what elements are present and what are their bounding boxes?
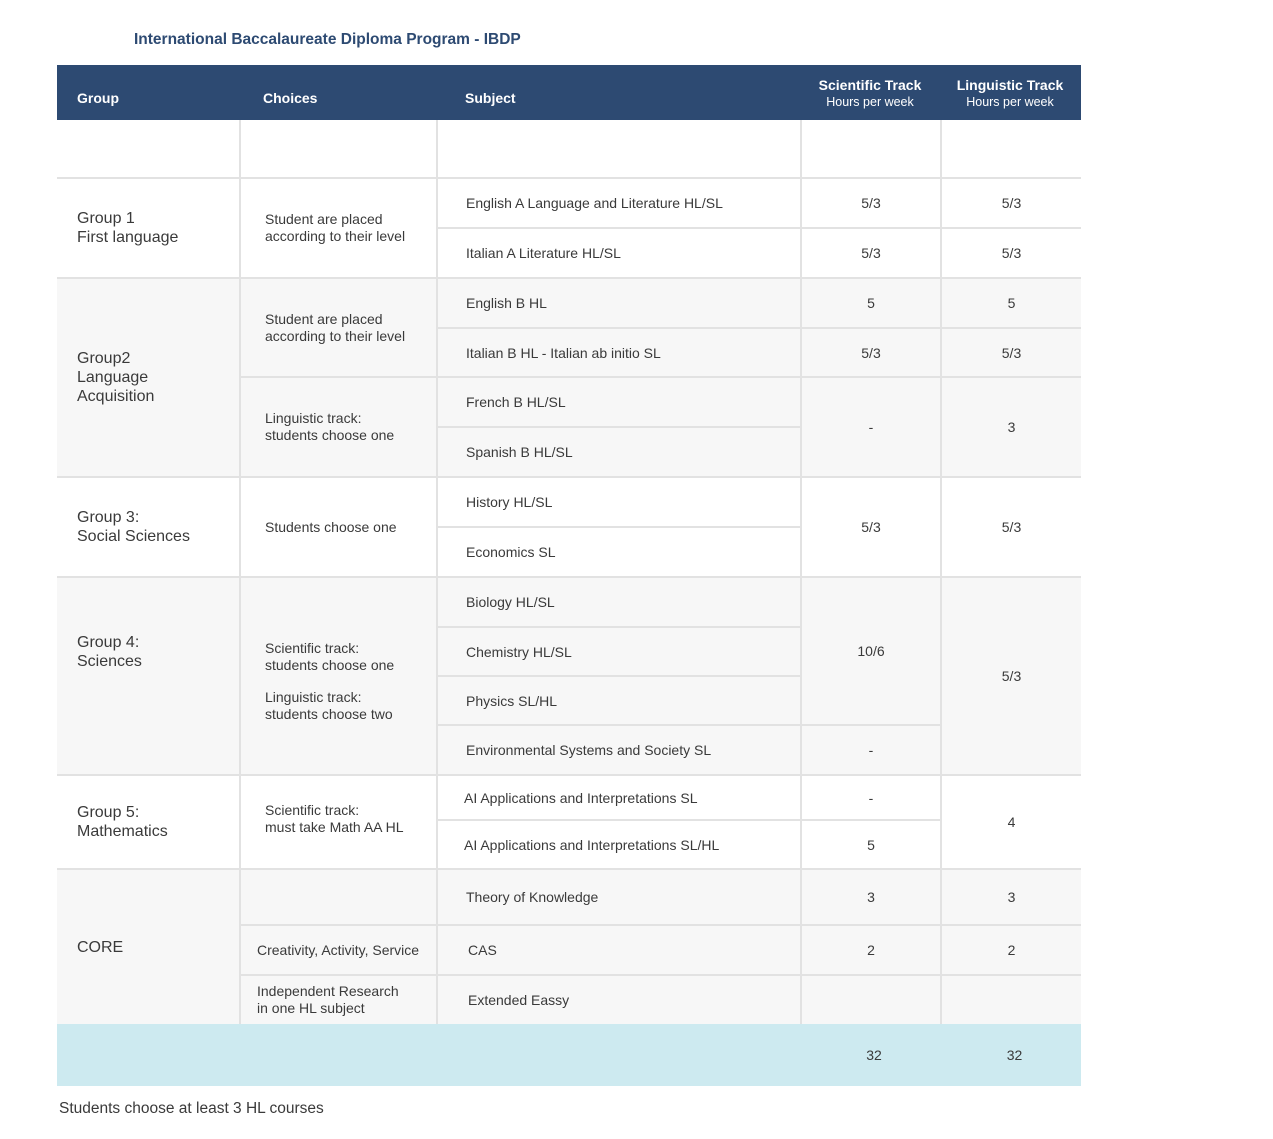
choice-placed-1: Student are placed according to their level [239,177,436,277]
spacer-row-group [57,120,239,177]
hours-italian-b-ling: 5/3 [940,327,1081,376]
hours-italian-b-sci: 5/3 [800,327,940,376]
hours-group-5-ling: 4 [940,774,1081,868]
group-3-label: Group 3: Social Sciences [57,476,239,576]
hours-ee-ling [940,974,1081,1024]
subject-history: History HL/SL [436,476,800,526]
subject-extended-essay: Extended Eassy [436,974,800,1024]
hours-ess-sci: - [800,724,940,774]
header-group: Group [77,90,119,106]
table-header [57,65,1081,120]
spacer-row-subject [436,120,800,177]
subject-french-b: French B HL/SL [436,376,800,426]
subject-physics: Physics SL/HL [436,675,800,724]
hours-ai-sl-hl-sci: 5 [800,819,940,868]
total-scientific: 32 [866,1047,882,1063]
subject-biology: Biology HL/SL [436,576,800,626]
choice-linguistic-one: Linguistic track: students choose one [239,376,436,476]
hours-group-4-ling: 5/3 [940,576,1081,774]
total-linguistic: 32 [1006,1047,1023,1063]
hours-french-spanish-sci: - [800,376,940,476]
header-scientific-track: Scientific Track Hours per week [818,77,922,109]
choice-independent-research: Independent Research in one HL subject [239,974,436,1024]
hours-italian-a-ling: 5/3 [940,227,1081,277]
page-title: International Baccalaureate Diploma Program - IBDP [134,31,521,48]
subject-ess: Environmental Systems and Society SL [436,724,800,774]
spacer-row-sci [800,120,940,177]
core-label: CORE [57,868,239,1024]
choice-cas: Creativity, Activity, Service [239,924,436,974]
subject-italian-a: Italian A Literature HL/SL [436,227,800,277]
spacer-row-ling [940,120,1081,177]
choice-students-one: Students choose one [239,476,436,576]
choice-linguistic-two: Linguistic track: students choose two [265,688,393,722]
hours-group-4-sci: 10/6 [800,576,940,724]
subject-tok: Theory of Knowledge [436,868,800,924]
header-linguistic-track: Linguistic Track Hours per week [956,77,1064,109]
header-subject: Subject [465,90,516,106]
hours-cas-ling: 2 [940,924,1081,974]
choice-tok-empty [239,868,436,924]
group-1-label: Group 1 First language [57,177,239,277]
hours-ee-sci [800,974,940,1024]
choice-scientific-one: Scientific track: students choose one [265,639,395,673]
curriculum-table [57,65,1081,1086]
group-5-label: Group 5: Mathematics [57,774,239,868]
subject-english-b: English B HL [436,277,800,327]
choice-group-4 [239,576,436,774]
subject-english-a: English A Language and Literature HL/SL [436,177,800,227]
hours-tok-ling: 3 [940,868,1081,924]
choice-math-aa: Scientific track: must take Math AA HL [239,774,436,868]
hours-tok-sci: 3 [800,868,940,924]
group-2-label: Group2 Language Acquisition [57,277,239,476]
hours-group-3-sci: 5/3 [800,476,940,576]
hours-ai-sl-sci: - [800,774,940,819]
hours-english-a-ling: 5/3 [940,177,1081,227]
header-choices: Choices [263,90,318,106]
subject-chemistry: Chemistry HL/SL [436,626,800,675]
subject-ai-sl-hl: AI Applications and Interpretations SL/HL [436,819,800,868]
hours-english-b-sci: 5 [800,277,940,327]
hours-french-spanish-ling: 3 [940,376,1081,476]
subject-ai-sl: AI Applications and Interpretations SL [436,774,800,819]
subject-spanish-b: Spanish B HL/SL [436,426,800,476]
hours-english-a-sci: 5/3 [800,177,940,227]
hours-italian-a-sci: 5/3 [800,227,940,277]
hours-cas-sci: 2 [800,924,940,974]
subject-italian-b: Italian B HL - Italian ab initio SL [436,327,800,376]
choice-placed-2: Student are placed according to their level [239,277,436,376]
hours-english-b-ling: 5 [940,277,1081,327]
footnote: Students choose at least 3 HL courses [59,1100,324,1117]
subject-cas: CAS [436,924,800,974]
spacer-row-choices [239,120,436,177]
group-4-label: Group 4: Sciences [57,576,239,774]
subject-economics: Economics SL [436,526,800,576]
hours-group-3-ling: 5/3 [940,476,1081,576]
